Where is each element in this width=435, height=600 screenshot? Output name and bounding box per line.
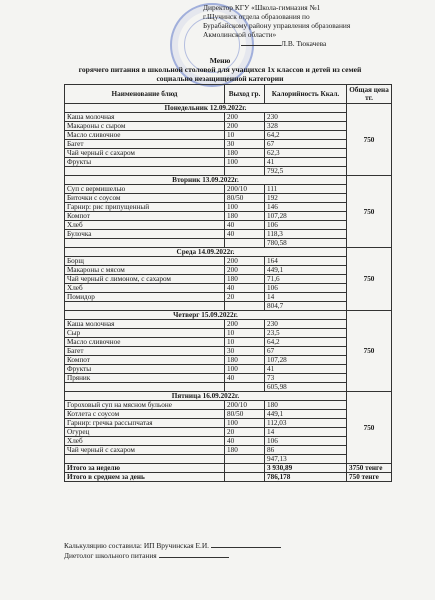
dish-kcal: 118,3 (265, 230, 347, 239)
header-dish: Наименование блюд (65, 85, 225, 104)
dish-weight: 200 (225, 257, 265, 266)
dish-kcal: 328 (265, 122, 347, 131)
day-price: 750 (347, 392, 392, 464)
dish-name: Каша молочная (65, 320, 225, 329)
table-row (65, 131, 392, 140)
day-header-row (65, 311, 392, 320)
dish-kcal: 106 (265, 221, 347, 230)
calc-author-text: Калькуляцию составила: ИП Вручинская Е.И. (64, 541, 210, 550)
dish-weight: 200 (225, 122, 265, 131)
table-row (65, 329, 392, 338)
dish-weight: 30 (225, 347, 265, 356)
dish-kcal: 107,28 (265, 356, 347, 365)
dish-weight: 180 (225, 356, 265, 365)
signature-line (241, 39, 281, 46)
dish-kcal: 112,03 (265, 419, 347, 428)
dish-kcal: 230 (265, 113, 347, 122)
table-row (65, 113, 392, 122)
table-row (65, 419, 392, 428)
dish-kcal: 14 (265, 428, 347, 437)
dish-weight: 20 (225, 428, 265, 437)
dish-kcal: 146 (265, 203, 347, 212)
dish-kcal: 14 (265, 293, 347, 302)
title-line: Меню (209, 56, 231, 65)
empty-cell (225, 473, 265, 482)
menu-table (64, 84, 392, 482)
dish-weight: 80/50 (225, 194, 265, 203)
signature-line (159, 551, 229, 558)
day-total-kcal: 780,58 (265, 239, 347, 248)
dietitian (64, 551, 394, 561)
total-kcal: 786,178 (265, 473, 347, 482)
dish-kcal: 106 (265, 437, 347, 446)
dish-kcal: 41 (265, 365, 347, 374)
dish-weight: 200 (225, 113, 265, 122)
dietitian-text: Диетолог школьного питания (64, 550, 157, 560)
table-row (65, 284, 392, 293)
dish-kcal: 230 (265, 320, 347, 329)
calc-author (64, 541, 394, 551)
table-row (65, 140, 392, 149)
dish-weight: 40 (225, 221, 265, 230)
dish-weight: 100 (225, 365, 265, 374)
empty-cell (65, 167, 225, 176)
table-row (65, 257, 392, 266)
table-row (65, 410, 392, 419)
dish-name: Хлеб (65, 284, 225, 293)
total-price: 3750 тенге (347, 464, 392, 473)
dish-kcal: 449,1 (265, 266, 347, 275)
dish-kcal: 192 (265, 194, 347, 203)
day-price: 750 (347, 311, 392, 392)
dish-name: Чай черный с сахаром (65, 149, 225, 158)
dish-kcal: 107,28 (265, 212, 347, 221)
empty-cell (225, 383, 265, 392)
dish-kcal: 164 (265, 257, 347, 266)
table-row (65, 149, 392, 158)
dish-kcal: 67 (265, 140, 347, 149)
dish-kcal: 64,2 (265, 338, 347, 347)
dish-weight: 80/50 (225, 410, 265, 419)
table-row (65, 446, 392, 455)
dish-name: Суп с вермишелью (65, 185, 225, 194)
day-price: 750 (347, 248, 392, 311)
day-name: Четверг 15.09.2022г. (65, 311, 347, 320)
dish-name: Компот (65, 212, 225, 221)
dish-weight: 10 (225, 329, 265, 338)
day-total-row (65, 167, 392, 176)
table-row (65, 347, 392, 356)
dish-kcal: 62,3 (265, 149, 347, 158)
dish-weight: 100 (225, 203, 265, 212)
day-header-row (65, 392, 392, 401)
dish-name: Биточки с соусом (65, 194, 225, 203)
dish-weight: 100 (225, 419, 265, 428)
dish-name: Компот (65, 356, 225, 365)
day-name: Пятница 16.09.2022г. (65, 392, 347, 401)
day-total-row (65, 302, 392, 311)
week-total-row (65, 464, 392, 473)
table-row (65, 185, 392, 194)
day-price: 750 (347, 176, 392, 248)
dish-weight: 40 (225, 437, 265, 446)
day-header-row (65, 176, 392, 185)
dish-weight: 40 (225, 374, 265, 383)
day-header-row (65, 104, 392, 113)
dish-kcal: 71,6 (265, 275, 347, 284)
title-line: социально незащищенной категории (156, 74, 284, 84)
dish-kcal: 180 (265, 401, 347, 410)
dish-kcal: 111 (265, 185, 347, 194)
table-row (65, 338, 392, 347)
total-label: Итого за неделю (65, 464, 225, 473)
day-name: Вторник 13.09.2022г. (65, 176, 347, 185)
dish-weight: 100 (225, 158, 265, 167)
empty-cell (225, 167, 265, 176)
dish-name: Багет (65, 347, 225, 356)
empty-cell (225, 464, 265, 473)
day-total-kcal: 605,98 (265, 383, 347, 392)
table-row (65, 293, 392, 302)
dish-name: Масло сливочное (65, 131, 225, 140)
dish-name: Помидор (65, 293, 225, 302)
total-kcal: 3 930,89 (265, 464, 347, 473)
dish-kcal: 73 (265, 374, 347, 383)
dish-name: Сыр (65, 329, 225, 338)
day-price: 750 (347, 104, 392, 176)
dish-kcal: 23,5 (265, 329, 347, 338)
dish-kcal: 449,1 (265, 410, 347, 419)
director-name: Л.В. Тюкачева (281, 39, 327, 48)
table-row (65, 401, 392, 410)
table-row (65, 221, 392, 230)
day-total-kcal: 804,7 (265, 302, 347, 311)
dish-name: Пряник (65, 374, 225, 383)
dish-name: Гороховый суп на мясном бульоне (65, 401, 225, 410)
dish-name: Макароны с сыром (65, 122, 225, 131)
empty-cell (65, 239, 225, 248)
dish-weight: 200/10 (225, 185, 265, 194)
dish-weight: 200 (225, 266, 265, 275)
table-row (65, 212, 392, 221)
dish-weight: 180 (225, 446, 265, 455)
day-total-row (65, 455, 392, 464)
empty-cell (65, 455, 225, 464)
table-row (65, 428, 392, 437)
dish-weight: 200 (225, 320, 265, 329)
total-price: 750 тенге (347, 473, 392, 482)
table-row (65, 320, 392, 329)
dish-name: Булочка (65, 230, 225, 239)
table-row (65, 365, 392, 374)
dish-name: Чай черный с лимоном, с сахаром (65, 275, 225, 284)
dish-kcal: 67 (265, 347, 347, 356)
empty-cell (225, 239, 265, 248)
approval-signature (203, 39, 433, 48)
table-row (65, 356, 392, 365)
dish-name: Фрукты (65, 158, 225, 167)
day-name: Среда 14.09.2022г. (65, 248, 347, 257)
dish-weight: 180 (225, 149, 265, 158)
dish-name: Огурец (65, 428, 225, 437)
dish-name: Гарнир: гречка рассыпчатая (65, 419, 225, 428)
dish-weight: 40 (225, 230, 265, 239)
table-row (65, 194, 392, 203)
title-line: горячего питания в школьной столовой для учащихся 1х классов и детей из семей (78, 65, 362, 75)
empty-cell (65, 302, 225, 311)
table-row (65, 374, 392, 383)
table-row (65, 203, 392, 212)
day-total-row (65, 239, 392, 248)
day-total-kcal: 792,5 (265, 167, 347, 176)
approval-block (203, 3, 433, 48)
table-row (65, 122, 392, 131)
dish-weight: 180 (225, 212, 265, 221)
table-row (65, 266, 392, 275)
dish-name: Котлета с соусом (65, 410, 225, 419)
dish-weight: 10 (225, 338, 265, 347)
day-total-row (65, 383, 392, 392)
table-row (65, 158, 392, 167)
empty-cell (225, 302, 265, 311)
dish-name: Чай черный с сахаром (65, 446, 225, 455)
signature-line (211, 541, 281, 548)
day-header-row (65, 248, 392, 257)
dish-weight: 30 (225, 140, 265, 149)
day-name: Понедельник 12.09.2022г. (65, 104, 347, 113)
table-row (65, 437, 392, 446)
dish-name: Каша молочная (65, 113, 225, 122)
total-label: Итого в среднем за день (65, 473, 225, 482)
dish-weight: 20 (225, 293, 265, 302)
approval-line: Акмолинской области» (203, 30, 277, 39)
header-price: Общая цена тг. (347, 85, 392, 104)
table-header-row (65, 85, 392, 104)
dish-name: Гарнир: рис припущенный (65, 203, 225, 212)
day-total-kcal: 947,13 (265, 455, 347, 464)
menu-body (65, 104, 392, 482)
footer (64, 541, 394, 560)
dish-weight: 200/10 (225, 401, 265, 410)
empty-cell (65, 383, 225, 392)
dish-name: Масло сливочное (65, 338, 225, 347)
avg-total-row (65, 473, 392, 482)
dish-weight: 40 (225, 284, 265, 293)
empty-cell (225, 455, 265, 464)
dish-kcal: 86 (265, 446, 347, 455)
table-row (65, 230, 392, 239)
dish-name: Хлеб (65, 221, 225, 230)
dish-kcal: 64,2 (265, 131, 347, 140)
dish-kcal: 41 (265, 158, 347, 167)
approval-line: г.Щучинск отдела образования по (203, 12, 310, 21)
dish-name: Хлеб (65, 437, 225, 446)
dish-name: Борщ (65, 257, 225, 266)
dish-name: Багет (65, 140, 225, 149)
document-title (30, 56, 410, 84)
dish-kcal: 106 (265, 284, 347, 293)
dish-weight: 180 (225, 275, 265, 284)
header-weight: Выход гр. (225, 85, 265, 104)
approval-line: Бурабайскому району управления образования (203, 21, 351, 30)
dish-weight: 10 (225, 131, 265, 140)
approval-line: Директор КГУ «Школа-гимназия №1 (203, 3, 321, 12)
dish-name: Фрукты (65, 365, 225, 374)
dish-name: Макароны с мясом (65, 266, 225, 275)
table-row (65, 275, 392, 284)
header-kcal: Калорийность Ккал. (265, 85, 347, 104)
